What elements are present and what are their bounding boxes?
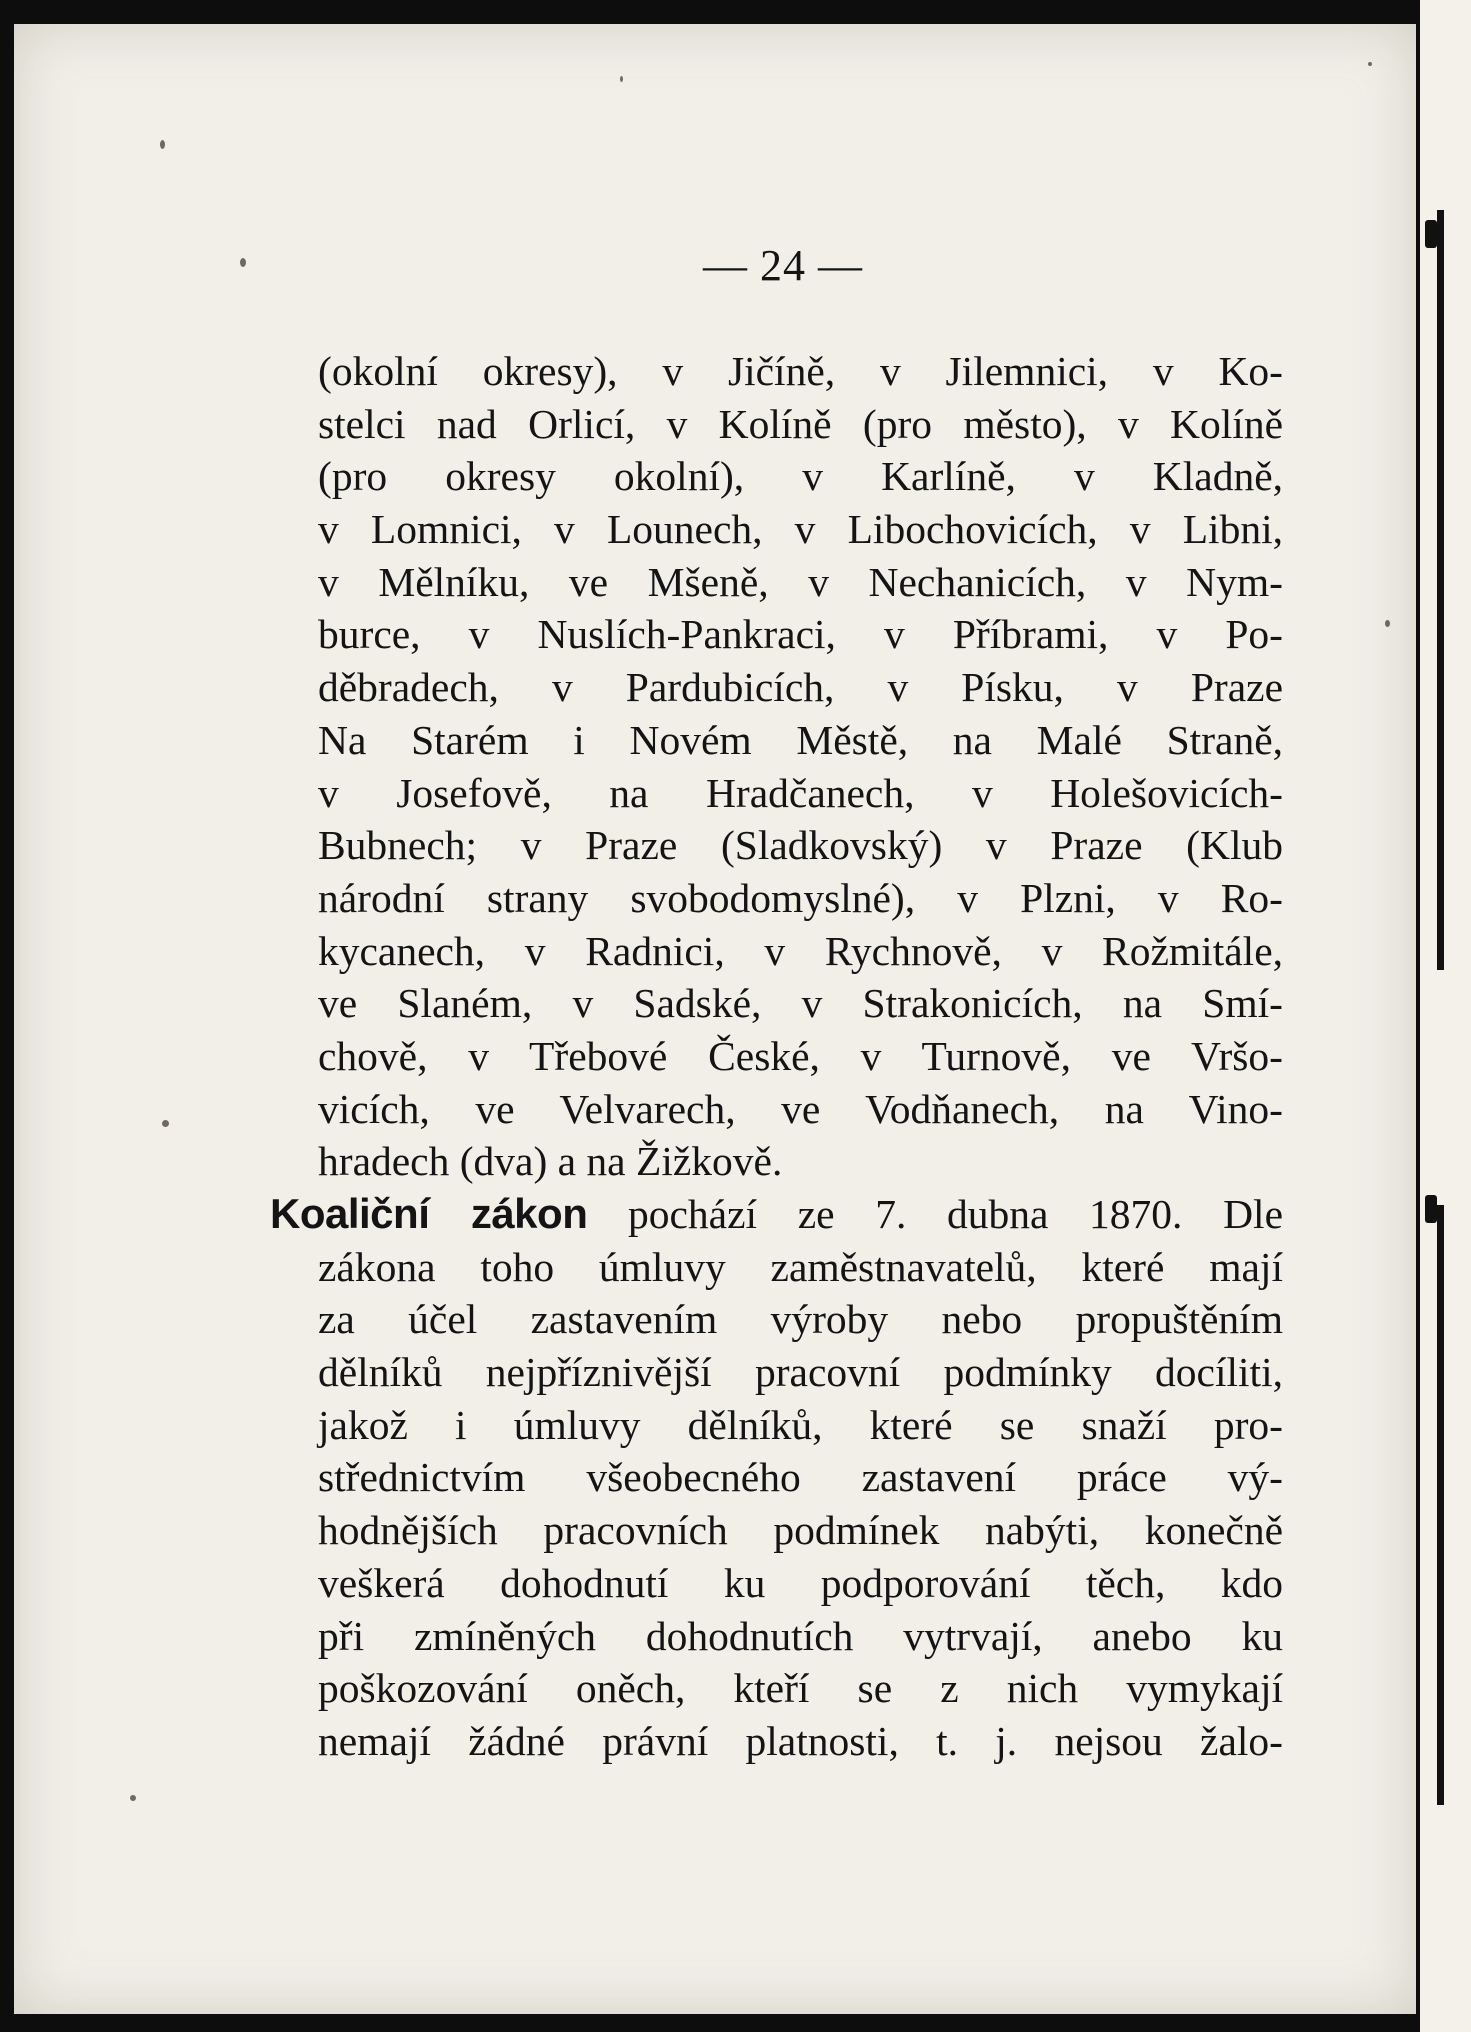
text-line: (okolní okresy), v Jičíně, v Jilemnici, v Ko- — [318, 348, 1283, 394]
adjacent-page-edge — [1420, 0, 1471, 2032]
text-line: veškerá dohodnutí ku podporování těch, kdo — [318, 1559, 1283, 1606]
text-line: Na Starém i Novém Městě, na Malé Straně, — [318, 716, 1283, 763]
entry-first-line-text: pochází ze 7. dubna 1870. Dle — [587, 1191, 1283, 1237]
body-text — [270, 345, 1283, 1768]
text-line: (pro okresy okolní), v Karlíně, v Kladně, — [318, 453, 1283, 500]
text-line: vicích, ve Velvarech, ve Vodňanech, na Vino- — [318, 1085, 1283, 1132]
scan-speck — [160, 140, 165, 149]
text-line: hodnějších pracovních podmínek nabýti, konečně — [318, 1507, 1283, 1554]
text-line: střednictvím všeobecného zastavení práce vý- — [318, 1454, 1283, 1501]
text-line: v Lomnici, v Lounech, v Libochovicích, v Libni, — [318, 506, 1283, 553]
page-edge-line — [1437, 210, 1444, 970]
entry-term: Koaliční zákon — [270, 1190, 588, 1237]
text-line: za účel zastavením výroby nebo propuštěním — [318, 1296, 1283, 1343]
text-line: v Mělníku, ve Mšeně, v Nechanicích, v Nym- — [318, 558, 1283, 605]
paragraph-koalicni-zakon — [270, 1188, 1283, 1768]
page-number: — 24 — — [703, 241, 863, 290]
scan-speck — [162, 1120, 169, 1127]
text-line: dělníků nejpříznivější pracovní podmínky docíliti, — [318, 1349, 1283, 1396]
scan-speck — [130, 1795, 136, 1801]
page-edge-mark — [1425, 1195, 1437, 1223]
paragraph-place-list — [318, 345, 1283, 1188]
text-line: nemají žádné právní platnosti, t. j. nejsou žalo- — [318, 1717, 1283, 1764]
text-line: stelci nad Orlicí, v Kolíně (pro město), v Kolíně — [318, 400, 1283, 447]
text-line: kycanech, v Radnici, v Rychnově, v Rožmitále, — [318, 927, 1283, 974]
text-line: Bubnech; v Praze (Sladkovský) v Praze (Klub — [318, 822, 1283, 869]
scan-speck — [1385, 620, 1390, 627]
text-line: při zmíněných dohodnutích vytrvají, anebo ku — [318, 1612, 1283, 1659]
text-line: národní strany svobodomyslné), v Plzni, v Ro- — [318, 874, 1283, 921]
text-line: děbradech, v Pardubicích, v Písku, v Praze — [318, 664, 1283, 711]
text-line: zákona toho úmluvy zaměstnavatelů, které mají — [318, 1243, 1283, 1290]
text-line: hradech (dva) a na Žižkově. — [318, 1138, 783, 1185]
text-line: jakož i úmluvy dělníků, které se snaží pro- — [318, 1401, 1283, 1448]
text-line: chově, v Třebové České, v Turnově, ve Vršo- — [318, 1032, 1283, 1079]
text-line: ve Slaném, v Sadské, v Strakonicích, na Smí- — [318, 980, 1283, 1027]
entry-first-line — [270, 1188, 1283, 1241]
text-line: poškozování oněch, kteří se z nich vymykají — [318, 1665, 1283, 1712]
page-edge-line — [1437, 1205, 1444, 1805]
text-line: burce, v Nuslích-Pankraci, v Příbrami, v Po- — [318, 611, 1283, 658]
scan-speck — [620, 76, 623, 82]
scan-speck — [1368, 62, 1372, 66]
text-line: v Josefově, na Hradčanech, v Holešovicích- — [318, 769, 1283, 816]
